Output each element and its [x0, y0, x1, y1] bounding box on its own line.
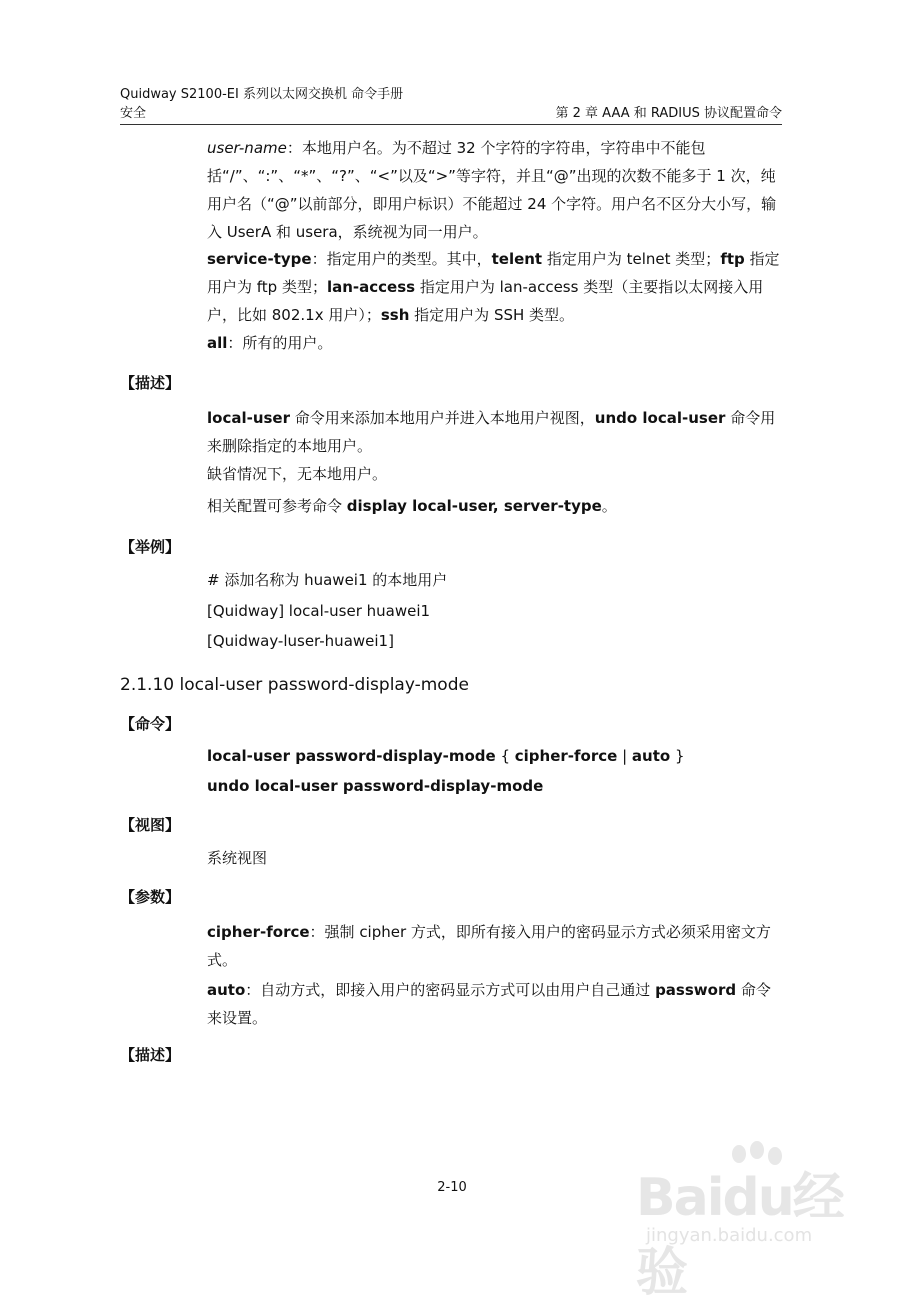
header-subtitle [120, 105, 782, 123]
header-chapter: 第 2 章 AAA 和 RADIUS 协议配置命令 [555, 106, 782, 121]
section-title: 2.1.10 local-user password-display-mode [120, 675, 469, 695]
page-number: 2-10 [437, 1180, 467, 1195]
text-fragment: 命令用来删除指定的本地用户。 [207, 409, 776, 455]
text-fragment: ：强制 cipher 方式，即所有接入用户的密码显示方式必须采用密文方式。 [207, 923, 771, 969]
description-text [207, 404, 785, 460]
text-fragment: ：自动方式，即接入用户的密码显示方式可以由用户自己通过 [245, 981, 656, 999]
header-title: Quidway S2100-EI 系列以太网交换机 命令手册 [120, 87, 404, 102]
section-heading-example: 【举例】 [120, 538, 181, 556]
watermark-logo: Baidu经验 [636, 1168, 843, 1303]
text-fragment: 命令用来添加本地用户并进入本地用户视图， [290, 409, 595, 427]
cmd-undo-local-user: undo local-user [594, 409, 726, 427]
watermark [636, 1145, 886, 1303]
cmd-syntax: local-user password-display-mode [207, 747, 496, 765]
example-line: # 添加名称为 huawei1 的本地用户 [207, 571, 448, 589]
opt-cipher-force: cipher-force [514, 747, 618, 765]
section-heading-view: 【视图】 [120, 816, 181, 834]
command-line [207, 742, 785, 770]
command-undo-line: undo local-user password-display-mode [207, 777, 544, 795]
text-fragment: ：指定用户的类型。其中， [311, 250, 492, 268]
param-user-name [207, 134, 785, 246]
term-service-type: service-type [207, 250, 312, 268]
text-fragment: ：所有的用户。 [227, 334, 333, 352]
term-user-name: user-name [207, 139, 287, 157]
section-heading-description-2: 【描述】 [120, 1046, 181, 1064]
term-auto: auto [207, 981, 246, 999]
description-related [207, 492, 785, 520]
term-all: all [207, 334, 228, 352]
term-telent: telent [491, 250, 543, 268]
opt-auto: auto [631, 747, 671, 765]
description-default: 缺省情况下，无本地用户。 [207, 465, 388, 483]
text-fragment: 命令来设置。 [207, 981, 771, 1027]
term-ssh: ssh [380, 306, 410, 324]
related-commands: display local-user, server-type [346, 497, 602, 515]
term-cipher-force: cipher-force [207, 923, 310, 941]
param-cipher-force [207, 918, 785, 974]
text-fragment: 指定用户为 telnet 类型； [542, 250, 721, 268]
header-divider [120, 124, 782, 125]
text-fragment: 指定用户为 SSH 类型。 [409, 306, 575, 324]
section-heading-command: 【命令】 [120, 715, 181, 733]
view-text: 系统视图 [207, 849, 268, 867]
param-auto [207, 976, 785, 1032]
param-service-type [207, 245, 785, 329]
example-line: [Quidway-luser-huawei1] [207, 632, 394, 650]
section-heading-params: 【参数】 [120, 888, 181, 906]
example-line: [Quidway] local-user huawei1 [207, 602, 431, 620]
header-section: 安全 [120, 106, 147, 121]
term-ftp: ftp [720, 250, 745, 268]
text-fragment: 指定用户为 ftp 类型； [207, 250, 780, 296]
cmd-password: password [655, 981, 737, 999]
text-fragment: } [670, 747, 685, 765]
text-fragment: 。 [601, 497, 617, 515]
text-fragment: { [495, 747, 515, 765]
text-fragment: 指定用户为 lan-access 类型（主要指以太网接入用户，比如 802.1x 用户）； [207, 278, 764, 324]
section-heading-description: 【描述】 [120, 374, 181, 392]
text-fragment: | [617, 747, 632, 765]
param-user-name-text: ：本地用户名。为不超过 32 个字符的字符串，字符串中不能包括“/”、“:”、“*”、“?”、“<”以及“>”等字符，并且“@”出现的次数不能多于 1 次，纯用户名（“@”以前部分，即用户标识）不能超过 24 个字符。用户名不区分大小写，输入 UserA 和 usera，系统视为同一用户。 [207, 139, 777, 241]
text-fragment: 相关配置可参考命令 [207, 497, 347, 515]
watermark-url: jingyan.baidu.com [646, 1225, 813, 1246]
param-all [207, 329, 785, 357]
term-lan-access: lan-access [326, 278, 416, 296]
cmd-local-user: local-user [207, 409, 291, 427]
